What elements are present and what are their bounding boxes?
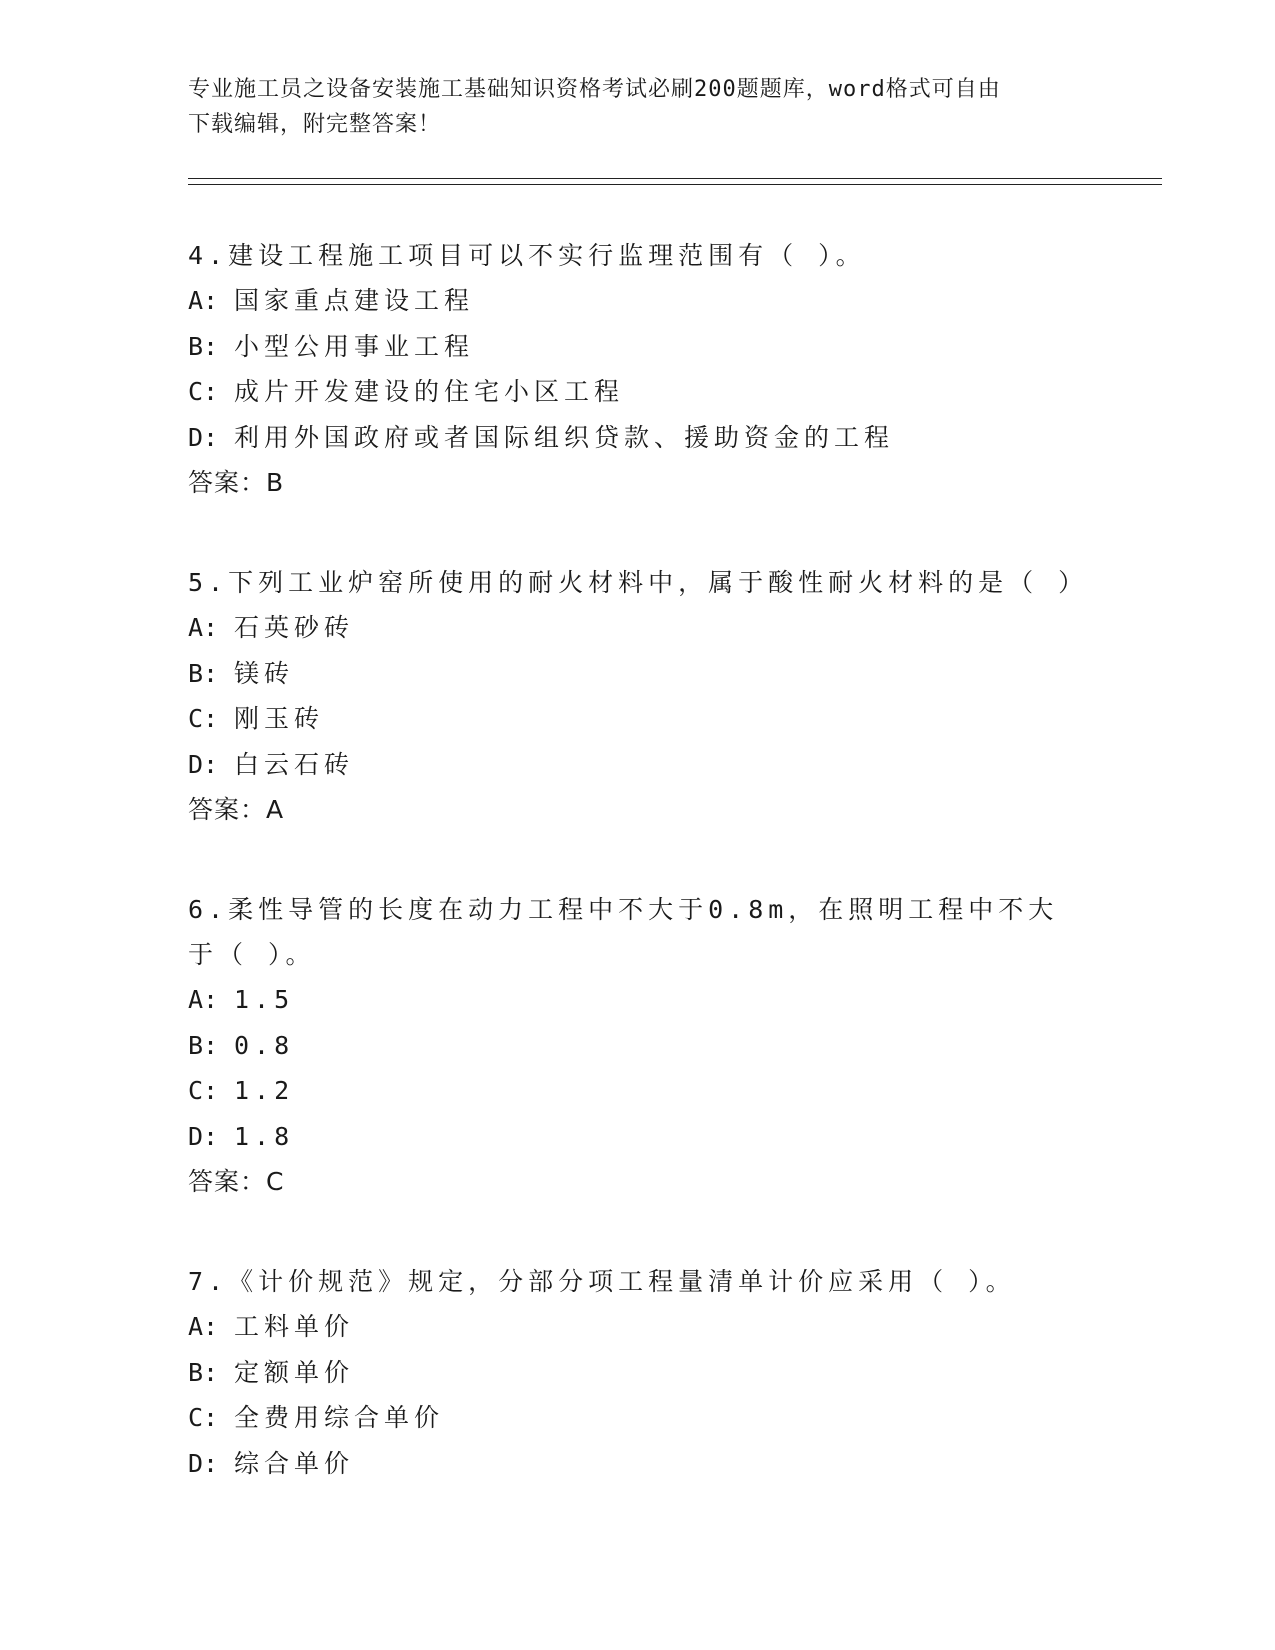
option-letter: A: — [188, 612, 219, 642]
header-title-line-1: 专业施工员之设备安装施工基础知识资格考试必刷200题题库，word格式可自由 — [188, 77, 1001, 102]
question-stem: 6.柔性导管的长度在动力工程中不大于0.8m，在照明工程中不大于（ ）。 — [188, 894, 1059, 969]
option-text: 小型公用事业工程 — [234, 331, 475, 361]
document-header — [188, 72, 1088, 142]
answer-line: 答案：C — [188, 1167, 285, 1197]
option-b — [188, 1023, 1088, 1069]
answer-line: 答案：B — [188, 468, 285, 498]
option-letter: D: — [188, 1121, 219, 1151]
option-b — [188, 324, 1088, 370]
option-c — [188, 1395, 1088, 1441]
option-text: 1.2 — [234, 1076, 295, 1106]
option-c — [188, 1068, 1088, 1114]
question-6 — [188, 887, 1088, 1205]
option-text: 工料单价 — [234, 1311, 355, 1341]
option-text: 1.8 — [234, 1121, 295, 1151]
question-stem: 7.《计价规范》规定，分部分项工程量清单计价应采用（ ）。 — [188, 1266, 1016, 1296]
option-d — [188, 1441, 1088, 1487]
option-letter: B: — [188, 331, 219, 361]
question-stem: 5.下列工业炉窑所使用的耐火材料中，属于酸性耐火材料的是（ ） — [188, 567, 1089, 597]
option-text: 综合单价 — [234, 1448, 355, 1478]
option-text: 定额单价 — [234, 1357, 355, 1387]
option-b — [188, 651, 1088, 697]
option-d — [188, 415, 1088, 461]
option-d — [188, 1114, 1088, 1160]
question-4 — [188, 233, 1088, 506]
header-title-line-2: 下载编辑，附完整答案！ — [188, 112, 442, 137]
option-a — [188, 977, 1088, 1023]
option-letter: D: — [188, 422, 219, 452]
option-letter: B: — [188, 658, 219, 688]
option-a — [188, 1304, 1088, 1350]
question-7 — [188, 1259, 1088, 1486]
option-letter: B: — [188, 1030, 219, 1060]
option-letter: A: — [188, 984, 219, 1014]
question-stem: 4.建设工程施工项目可以不实行监理范围有（ ）。 — [188, 241, 866, 270]
option-c — [188, 696, 1088, 742]
option-letter: A: — [188, 1311, 219, 1341]
option-list — [188, 1304, 1088, 1486]
question-5 — [188, 560, 1088, 833]
option-text: 白云石砖 — [234, 749, 355, 779]
answer-line: 答案：A — [188, 795, 285, 825]
option-letter: C: — [188, 704, 219, 734]
option-letter: B: — [188, 1357, 219, 1387]
option-letter: C: — [188, 1403, 219, 1433]
option-b — [188, 1350, 1088, 1396]
option-list — [188, 278, 1088, 460]
option-letter: C: — [188, 1076, 219, 1106]
option-d — [188, 742, 1088, 788]
option-letter: A: — [188, 286, 219, 315]
option-letter: C: — [188, 377, 219, 407]
option-a — [188, 278, 1088, 324]
option-text: 刚玉砖 — [234, 704, 325, 734]
option-list — [188, 977, 1088, 1159]
option-text: 0.8 — [234, 1030, 295, 1060]
header-divider — [188, 178, 1162, 185]
option-text: 镁砖 — [234, 658, 295, 688]
option-text: 国家重点建设工程 — [234, 286, 475, 315]
option-a — [188, 605, 1088, 651]
option-letter: D: — [188, 1448, 219, 1478]
option-text: 利用外国政府或者国际组织贷款、援助资金的工程 — [234, 422, 895, 452]
question-list — [188, 233, 1088, 1540]
option-list — [188, 605, 1088, 787]
option-text: 1.5 — [234, 984, 295, 1014]
option-text: 全费用综合单价 — [234, 1403, 445, 1433]
option-text: 石英砂砖 — [234, 612, 355, 642]
option-letter: D: — [188, 749, 219, 779]
option-text: 成片开发建设的住宅小区工程 — [234, 377, 625, 407]
option-c — [188, 369, 1088, 415]
